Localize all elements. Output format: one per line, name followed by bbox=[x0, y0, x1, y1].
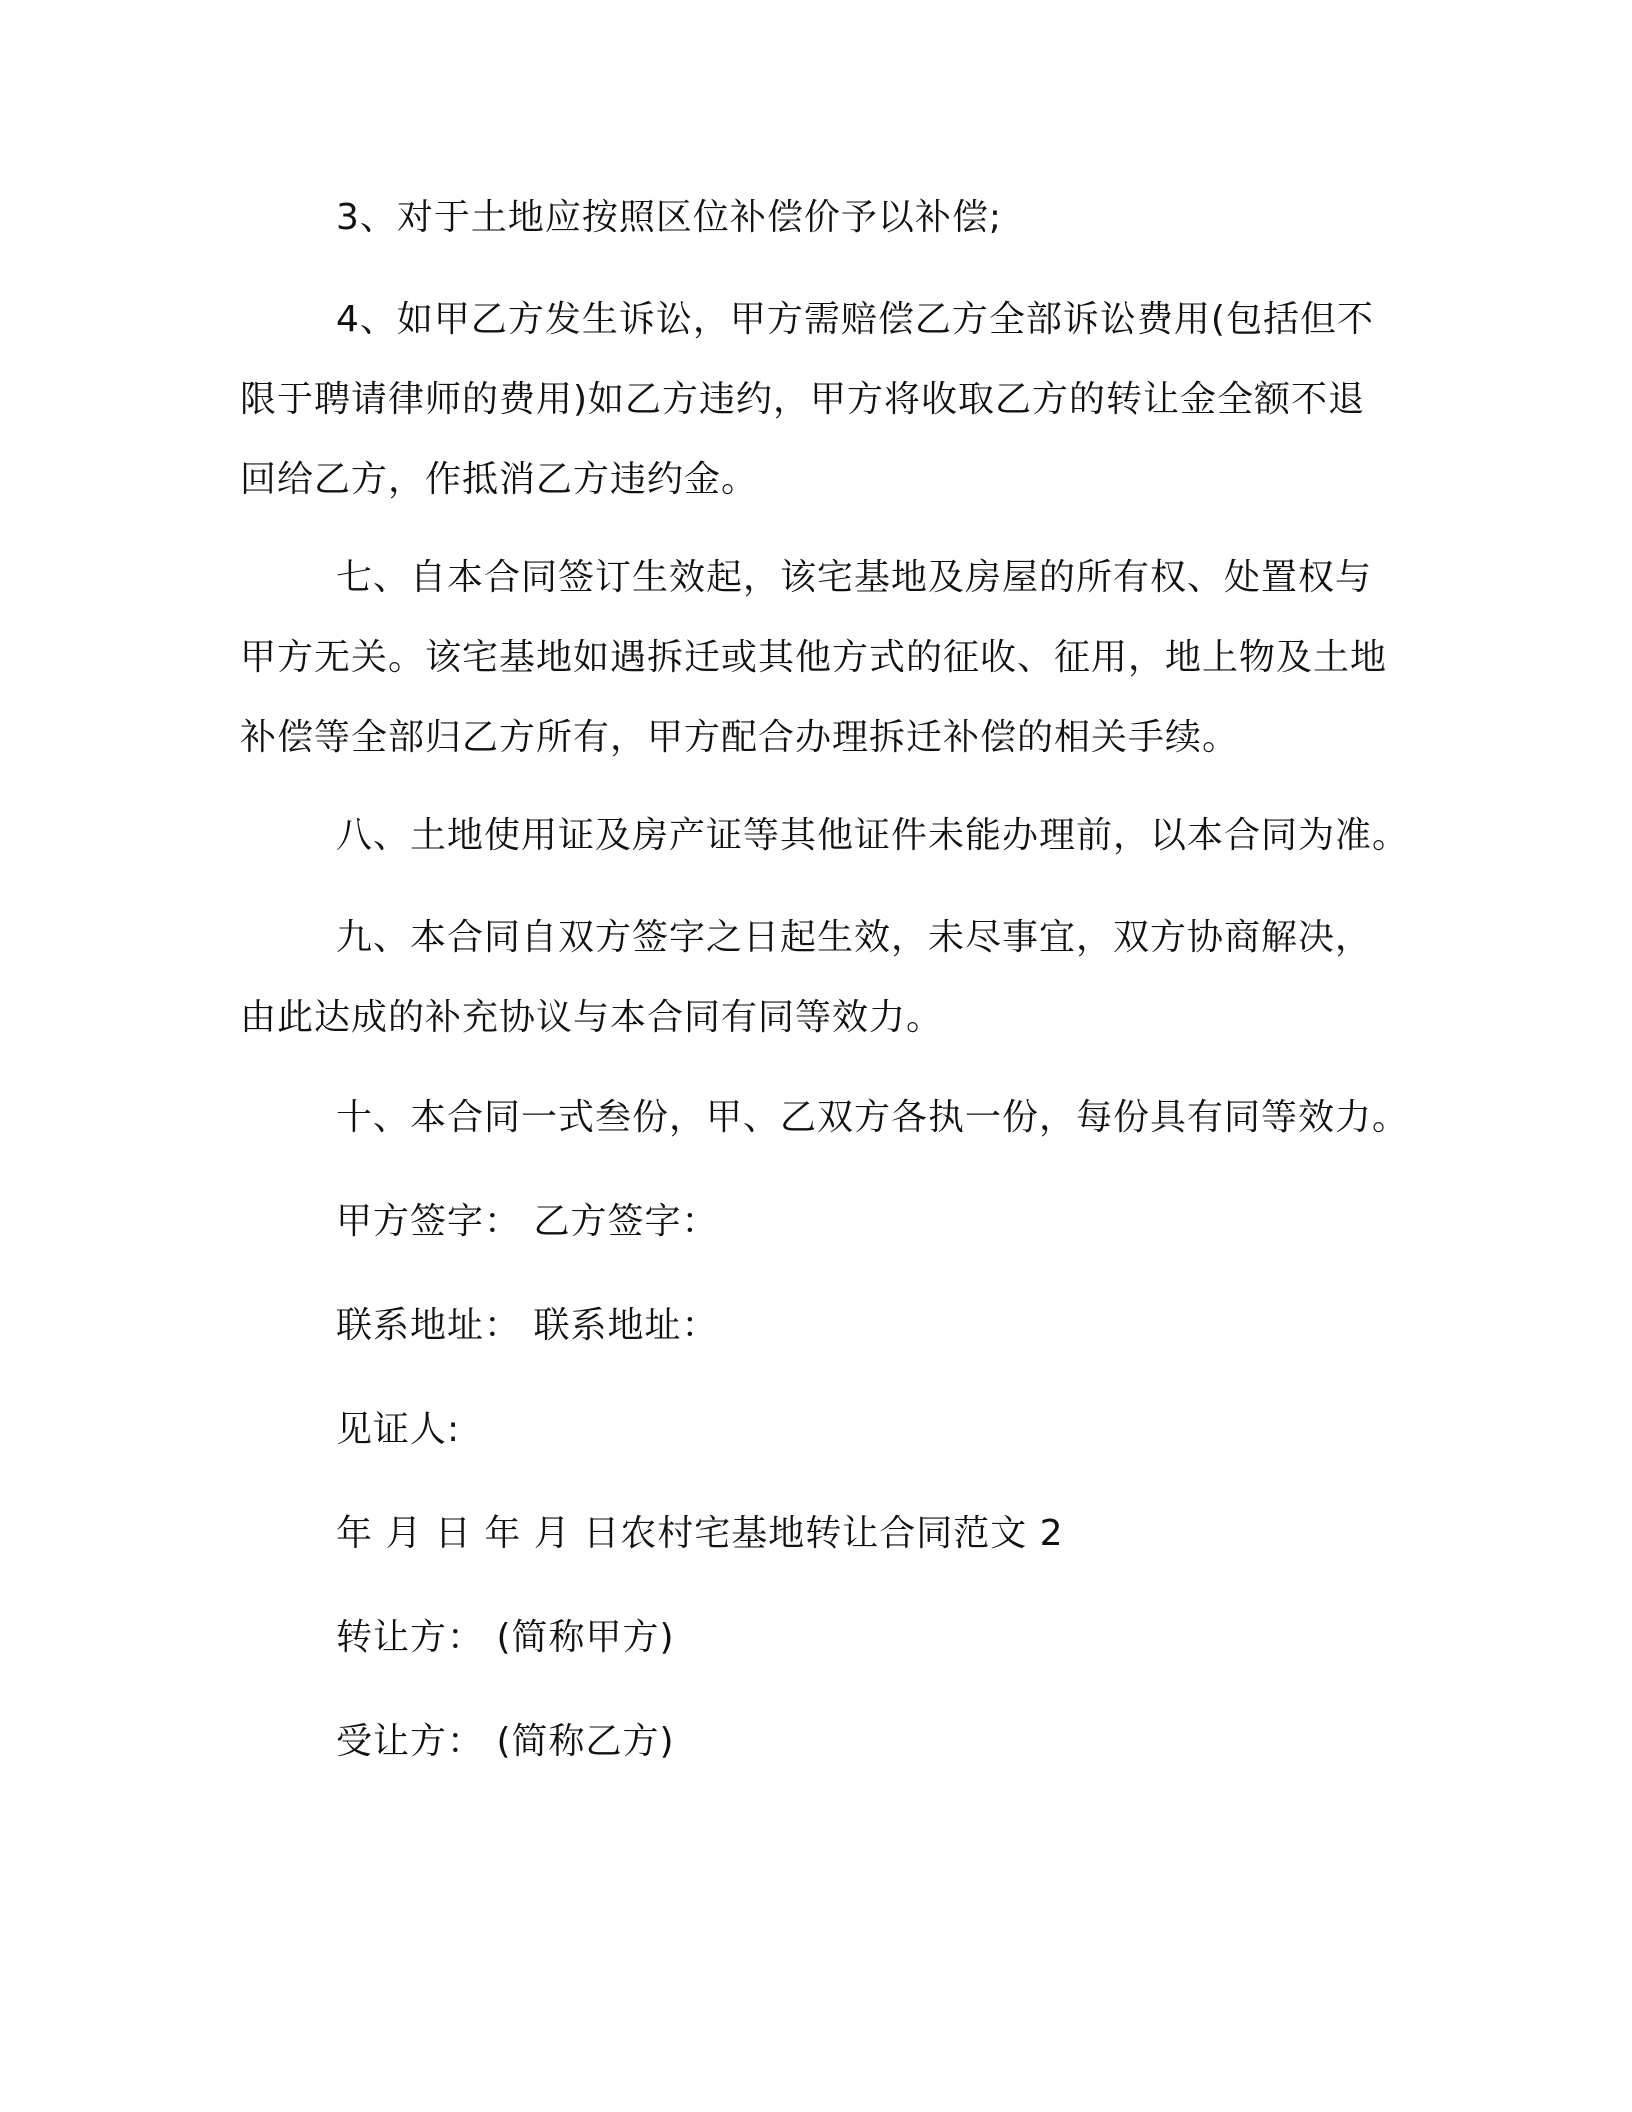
clause-7: 七、自本合同签订生效起，该宅基地及房屋的所有权、处置权与甲方无关。该宅基地如遇拆迁或其他方式的征收、征用，地上物及土地补偿等全部归乙方所有，甲方配合办理拆迁补偿的相关手续。 bbox=[240, 557, 1388, 758]
clause-9: 九、本合同自双方签字之日起生效，未尽事宜，双方协商解决，由此达成的补充协议与本合同有同等效力。 bbox=[240, 917, 1373, 1038]
clause-8: 八、土地使用证及房产证等其他证件未能办理前，以本合同为准。 bbox=[336, 815, 1410, 856]
address-line: 联系地址： 联系地址： bbox=[336, 1305, 719, 1346]
clause-3: 3、对于土地应按照区位补偿价予以补偿; bbox=[336, 197, 1003, 238]
signature-line: 甲方签字： 乙方签字： bbox=[336, 1201, 719, 1242]
clause-4: 4、如甲乙方发生诉讼，甲方需赔偿乙方全部诉讼费用(包括但不限于聘请律师的费用)如乙方违约，甲方将收取乙方的转让金全额不退回给乙方，作抵消乙方违约金。 bbox=[240, 299, 1374, 500]
date-and-title-line: 年 月 日 年 月 日农村宅基地转让合同范文 2 bbox=[336, 1513, 1064, 1554]
witness-line: 见证人: bbox=[336, 1409, 461, 1450]
transferee-line: 受让方： (简称乙方) bbox=[336, 1721, 675, 1762]
clause-10: 十、本合同一式叁份，甲、乙双方各执一份，每份具有同等效力。 bbox=[336, 1097, 1410, 1138]
transferor-line: 转让方： (简称甲方) bbox=[336, 1617, 675, 1658]
